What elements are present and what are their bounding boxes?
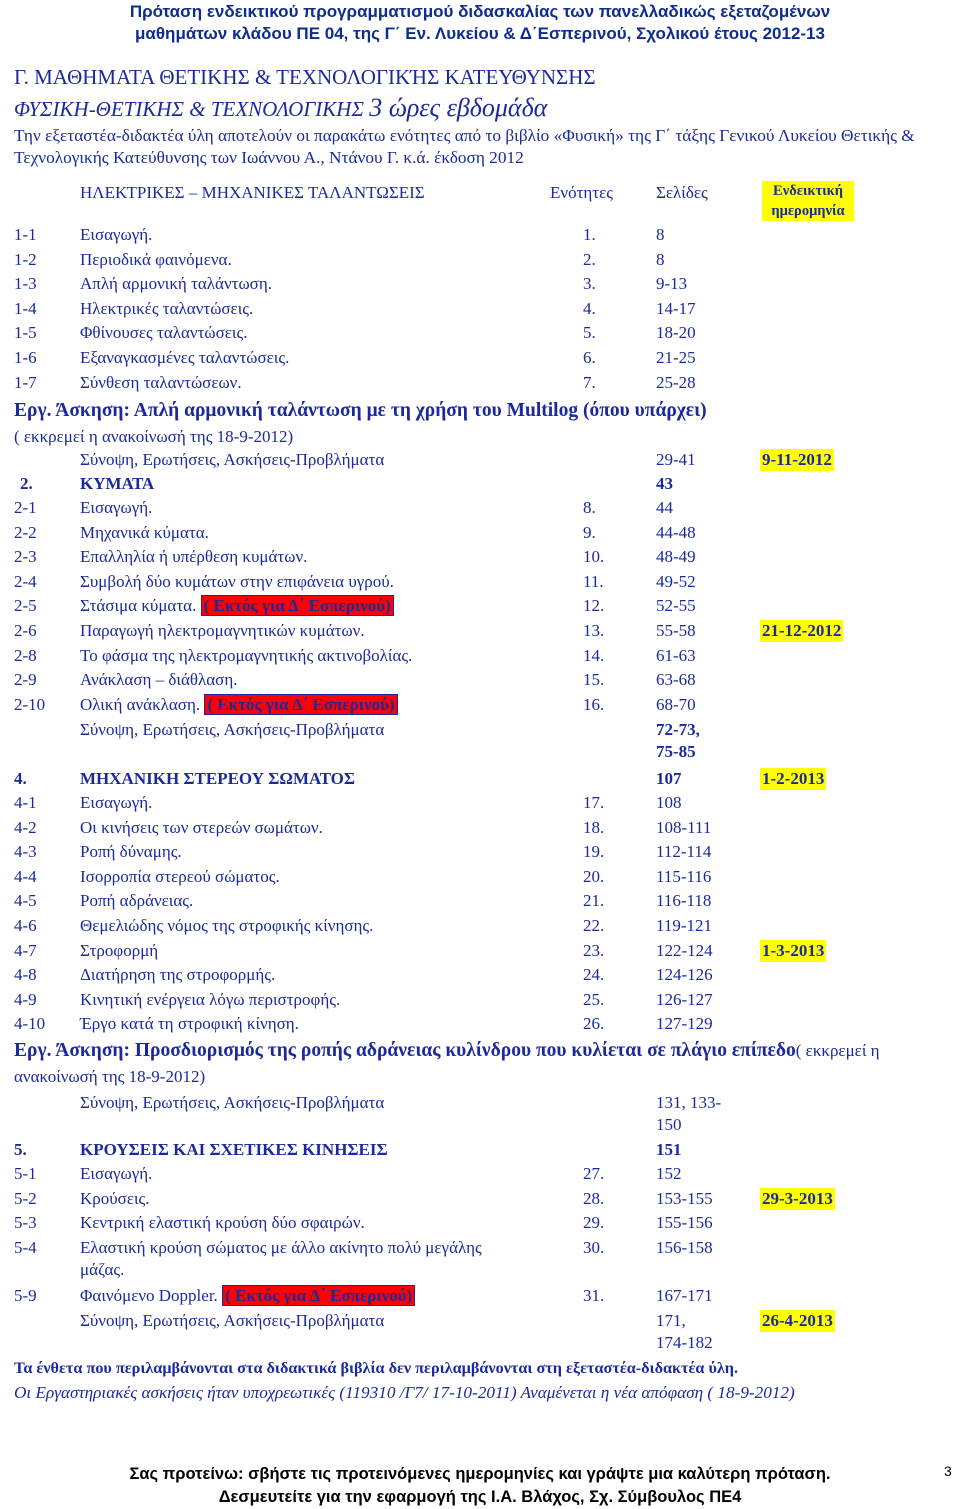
row-pages: 9-13 — [656, 274, 688, 294]
summary-row-4 — [0, 1310, 960, 1358]
chapter-code: 2. — [20, 474, 33, 493]
lab-exercise-1-note: ( εκκρεμεί η ανακοίνωσή της 18-9-2012) — [14, 427, 294, 446]
row-pages: 153-155 — [656, 1188, 713, 1208]
row-title: Απλή αρμονική ταλάντωση. — [80, 274, 272, 294]
units-heading: Ενότητες — [550, 183, 613, 202]
summary-pages: 72-73, 75-85 — [656, 720, 700, 761]
row-title: Ολική ανάκλαση. ( Εκτός για Δ΄ Εσπερινού) — [80, 694, 398, 716]
table-row — [0, 989, 960, 1013]
pages-heading: Σελίδες — [656, 183, 708, 202]
section-title: Γ. ΜΑΘΗΜΑΤΑ ΘΕΤΙΚΗΣ & ΤΕΧΝΟΛΟΓΙΚΉΣ ΚΑΤΕΥΘΥΝΣΗΣ — [14, 65, 596, 89]
row-unit: 11. — [583, 571, 604, 591]
table-row — [0, 249, 960, 273]
row-unit: 6. — [583, 348, 596, 367]
row-title: Διατήρηση της στροφορμής. — [80, 965, 276, 985]
row-unit: 26. — [583, 1014, 605, 1034]
row-code: 5-3 — [14, 1213, 37, 1233]
document-header — [0, 0, 960, 45]
footer-line-2: Δεσμευτείτε για την εφαρμογή της Ι.Α. Βλάχος, Σχ. Σύμβουλος ΠΕ4 — [218, 1488, 742, 1506]
row-unit: 12. — [583, 596, 605, 616]
row-title: Ροπή αδράνειας. — [80, 891, 194, 911]
row-pages: 122-124 — [656, 940, 713, 960]
row-code: 2-10 — [14, 694, 46, 714]
lab-exercise-2-note: ( εκκρεμεί η ανακοίνωσή της 18-9-2012) — [14, 1041, 880, 1086]
row-pages: 127-129 — [656, 1014, 713, 1034]
row-unit: 2. — [583, 249, 596, 269]
row-code: 1-4 — [14, 298, 37, 318]
row-code: 4-7 — [14, 940, 37, 960]
summary-label: Σύνοψη, Ερωτήσεις, Ασκήσεις-Προβλήματα — [80, 450, 385, 469]
row-title: Εισαγωγή. — [80, 498, 153, 517]
chapter-date: 1-2-2013 — [762, 769, 825, 788]
row-title: Ισορροπία στερεού σώματος. — [80, 866, 280, 886]
row-pages: 18-20 — [656, 323, 696, 343]
row-title: Ελαστική κρούση σώματος με άλλο ακίνητο πολύ μεγάλης μάζας. — [80, 1237, 482, 1279]
table-row — [0, 1188, 960, 1212]
table-row — [0, 940, 960, 964]
row-unit: 20. — [583, 866, 605, 886]
table-row — [0, 1163, 960, 1187]
evening-exclusion-badge: ( Εκτός για Δ΄ Εσπερινού) — [201, 595, 394, 616]
summary-label: Σύνοψη, Ερωτήσεις, Ασκήσεις-Προβλήματα — [80, 720, 385, 739]
chapter-pages: 151 — [656, 1140, 682, 1159]
lab-requirement-note: Οι Εργαστηριακές ασκήσεις ήταν υποχρεωτικές (119310 /Γ7/ 17-10-2011) Αναμένεται η νέα απόφαση ( 18-9-2012) — [14, 1383, 795, 1402]
row-code: 4-4 — [14, 866, 37, 886]
row-unit: 14. — [583, 645, 605, 665]
row-title: Επαλληλία ή υπέρθεση κυμάτων. — [80, 547, 308, 567]
date-heading: Ενδεικτική ημερομηνία — [762, 181, 854, 221]
row-unit: 13. — [583, 621, 605, 640]
row-pages: 155-156 — [656, 1213, 713, 1233]
evening-exclusion-badge: ( Εκτός για Δ΄ Εσπερινού) — [204, 694, 397, 715]
row-code: 1-1 — [14, 225, 37, 244]
lab-exercise-2 — [14, 1038, 949, 1090]
chapter-code: 5. — [14, 1140, 27, 1159]
table-row — [0, 841, 960, 865]
row-pages: 108-111 — [656, 817, 712, 837]
table-row — [0, 792, 960, 816]
row-title: Εισαγωγή. — [80, 225, 153, 244]
row-code: 2-8 — [14, 645, 37, 665]
row-code: 5-1 — [14, 1164, 37, 1183]
chapter-pages: 107 — [656, 769, 682, 788]
chapter-4-heading — [0, 768, 960, 792]
row-unit: 27. — [583, 1164, 605, 1183]
row-unit: 18. — [583, 817, 605, 837]
row-title: Φαινόμενο Doppler. ( Εκτός για Δ΄ Εσπερινού) — [80, 1285, 415, 1307]
chapter-title: ΚΡΟΥΣΕΙΣ ΚΑΙ ΣΧΕΤΙΚΕΣ ΚΙΝΗΣΕΙΣ — [80, 1140, 388, 1159]
row-unit: 5. — [583, 323, 596, 343]
summary-row-2 — [0, 719, 960, 767]
row-pages: 115-116 — [656, 866, 712, 886]
row-title: Παραγωγή ηλεκτρομαγνητικών κυμάτων. — [80, 621, 365, 640]
row-pages: 48-49 — [656, 547, 696, 567]
row-pages: 49-52 — [656, 571, 696, 591]
row-code: 4-9 — [14, 989, 37, 1009]
row-title: Σύνθεση ταλαντώσεων. — [80, 372, 242, 392]
row-title: Στροφορμή — [80, 940, 159, 960]
row-pages: 119-121 — [656, 916, 713, 935]
row-pages: 124-126 — [656, 965, 713, 985]
row-title: Ροπή δύναμης. — [80, 842, 182, 862]
row-title: Περιοδικά φαινόμενα. — [80, 249, 232, 269]
table-row — [0, 571, 960, 595]
table-row — [0, 620, 960, 644]
row-title: Εισαγωγή. — [80, 793, 153, 812]
row-code: 4-8 — [14, 965, 37, 985]
row-unit: 25. — [583, 989, 605, 1009]
row-code: 4-2 — [14, 817, 37, 837]
table-row — [0, 347, 960, 371]
row-code: 4-10 — [14, 1014, 46, 1034]
row-date: 29-3-2013 — [762, 1188, 833, 1208]
chapter-heading: ΗΛΕΚΤΡΙΚΕΣ – ΜΗΧΑΝΙΚΕΣ ΤΑΛΑΝΤΩΣΕΙΣ — [80, 183, 425, 202]
row-pages: 116-118 — [656, 891, 712, 911]
row-pages: 14-17 — [656, 298, 696, 318]
row-pages: 21-25 — [656, 348, 696, 367]
row-title: Οι κινήσεις των στερεών σωμάτων. — [80, 817, 323, 837]
row-code: 1-3 — [14, 274, 37, 294]
page-number: 3 — [944, 1463, 952, 1479]
summary-label: Σύνοψη, Ερωτήσεις, Ασκήσεις-Προβλήματα — [80, 1311, 385, 1330]
row-code: 5-9 — [14, 1285, 37, 1305]
row-unit: 28. — [583, 1188, 605, 1208]
row-unit: 8. — [583, 498, 596, 517]
course-subtitle — [14, 93, 944, 124]
row-title: Φθίνουσες ταλαντώσεις. — [80, 323, 248, 343]
chapter-2-heading — [0, 473, 960, 497]
row-pages: 44 — [656, 498, 673, 517]
row-pages: 152 — [656, 1164, 682, 1183]
row-pages: 8 — [656, 225, 665, 244]
summary-row-1 — [0, 449, 960, 473]
lab-exercise-1 — [14, 398, 949, 450]
row-title: Εξαναγκασμένες ταλαντώσεις. — [80, 348, 290, 367]
table-row — [0, 694, 960, 718]
row-unit: 30. — [583, 1237, 605, 1257]
row-code: 2-6 — [14, 621, 37, 640]
row-unit: 17. — [583, 793, 605, 812]
row-unit: 21. — [583, 891, 605, 911]
footer-line-1: Σας προτείνω: σβήστε τις προτεινόμενες ημερομηνίες και γράψτε μια καλύτερη πρόταση. — [129, 1465, 831, 1483]
row-code: 2-4 — [14, 571, 37, 591]
table-row — [0, 224, 960, 248]
row-title: Κινητική ενέργεια λόγω περιστροφής. — [80, 989, 341, 1009]
row-title: Κεντρική ελαστική κρούση δύο σφαιρών. — [80, 1213, 365, 1233]
row-code: 1-7 — [14, 372, 37, 392]
table-row — [0, 497, 960, 521]
row-code: 5-4 — [14, 1237, 37, 1257]
row-pages: 167-171 — [656, 1285, 713, 1305]
chapter-title: ΜΗΧΑΝΙΚΗ ΣΤΕΡΕΟΥ ΣΩΜΑΤΟΣ — [80, 769, 356, 788]
table-row — [0, 546, 960, 570]
row-code: 2-9 — [14, 670, 37, 690]
row-code: 2-3 — [14, 547, 37, 567]
summary-pages: 131, 133- 150 — [656, 1093, 722, 1134]
row-code: 5-2 — [14, 1188, 37, 1208]
table-row — [0, 1212, 960, 1236]
row-title: Θεμελιώδης νόμος της στροφικής κίνησης. — [80, 916, 374, 935]
row-pages: 8 — [656, 249, 665, 269]
row-unit: 23. — [583, 940, 605, 960]
row-code: 4-6 — [14, 916, 37, 935]
row-code: 4-3 — [14, 842, 37, 862]
row-title: Στάσιμα κύματα. ( Εκτός για Δ΄ Εσπερινού) — [80, 595, 394, 617]
row-pages: 44-48 — [656, 522, 696, 542]
table-row — [0, 645, 960, 669]
row-code: 2-1 — [14, 498, 37, 517]
table-row — [0, 595, 960, 619]
evening-exclusion-badge: ( Εκτός για Δ΄ Εσπερινού) — [222, 1285, 415, 1306]
row-pages: 126-127 — [656, 989, 713, 1009]
row-title: Συμβολή δύο κυμάτων στην επιφάνεια υγρού. — [80, 571, 394, 591]
row-unit: 31. — [583, 1285, 605, 1305]
summary-date: 26-4-2013 — [762, 1311, 833, 1330]
row-unit: 7. — [583, 372, 596, 392]
row-title: Εισαγωγή. — [80, 1164, 153, 1183]
row-title: Ανάκλαση – διάθλαση. — [80, 670, 238, 690]
summary-row-3 — [0, 1092, 960, 1140]
table-row — [0, 298, 960, 322]
row-pages: 108 — [656, 793, 682, 812]
row-unit: 24. — [583, 965, 605, 985]
lab-exercise-2-text: Εργ. Άσκηση: Προσδιορισμός της ροπής αδράνειας κυλίνδρου που κυλίεται σε πλάγιο επίπεδο — [14, 1040, 796, 1061]
row-pages: 25-28 — [656, 372, 696, 392]
row-code: 1-5 — [14, 323, 37, 343]
table-row — [0, 1237, 960, 1285]
table-row — [0, 817, 960, 841]
document-footer — [0, 1463, 960, 1509]
row-date: 1-3-2013 — [762, 940, 825, 960]
row-title: Το φάσμα της ηλεκτρομαγνητικής ακτινοβολίας. — [80, 645, 413, 665]
chapter-title: ΚΥΜΑΤΑ — [80, 474, 155, 493]
chapter-pages: 43 — [656, 474, 673, 493]
summary-date: 9-11-2012 — [762, 450, 832, 469]
row-unit: 16. — [583, 694, 605, 714]
row-code: 1-2 — [14, 249, 37, 269]
chapter-code: 4. — [14, 769, 27, 788]
table-row — [0, 890, 960, 914]
table-row — [0, 1013, 960, 1037]
row-pages: 68-70 — [656, 694, 696, 714]
course-name: ΦΥΣΙΚΗ-ΘΕΤΙΚΗΣ & ΤΕΧΝΟΛΟΓΙΚΗΣ — [14, 97, 370, 121]
summary-pages: 171, 174-182 — [656, 1311, 713, 1352]
row-code: 1-6 — [14, 348, 37, 367]
row-code: 2-5 — [14, 596, 37, 616]
table-row — [0, 669, 960, 693]
row-date: 21-12-2012 — [762, 621, 842, 640]
row-unit: 3. — [583, 274, 596, 294]
row-code: 2-2 — [14, 522, 37, 542]
row-code: 4-5 — [14, 891, 37, 911]
table-row — [0, 522, 960, 546]
table-header — [0, 180, 960, 224]
row-pages: 61-63 — [656, 645, 696, 665]
summary-pages: 29-41 — [656, 450, 696, 469]
row-unit: 9. — [583, 522, 596, 542]
table-row — [0, 372, 960, 396]
table-row — [0, 964, 960, 988]
header-line-2: μαθημάτων κλάδου ΠΕ 04, της Γ΄ Εν. Λυκείου & Δ΄Εσπερινού, Σχολικού έτους 2012-13 — [135, 24, 825, 43]
row-pages: 63-68 — [656, 670, 696, 690]
row-pages: 55-58 — [656, 621, 696, 640]
syllabus-note: Τα ένθετα που περιλαμβάνονται στα διδακτικά βιβλία δεν περιλαμβάνονται στη εξεταστέα-διδακτέα ύλη. — [14, 1359, 739, 1377]
lab-exercise-1-text: Εργ. Άσκηση: Απλή αρμονική ταλάντωση με τη χρήση του Multilog (όπου υπάρχει) — [14, 400, 707, 421]
row-unit: 15. — [583, 670, 605, 690]
table-row — [0, 273, 960, 297]
row-unit: 22. — [583, 916, 605, 935]
row-unit: 1. — [583, 225, 596, 244]
table-row — [0, 915, 960, 939]
row-title: Μηχανικά κύματα. — [80, 522, 209, 542]
summary-label: Σύνοψη, Ερωτήσεις, Ασκήσεις-Προβλήματα — [80, 1093, 385, 1112]
row-pages: 52-55 — [656, 596, 696, 616]
table-row — [0, 322, 960, 346]
row-unit: 4. — [583, 298, 596, 318]
row-unit: 29. — [583, 1213, 605, 1233]
row-title: Έργο κατά τη στροφική κίνηση. — [80, 1014, 299, 1034]
header-line-1: Πρόταση ενδεικτικού προγραμματισμού διδασκαλίας των πανελλαδικώς εξεταζομένων — [129, 2, 831, 21]
row-pages: 156-158 — [656, 1237, 713, 1257]
row-title: Κρούσεις. — [80, 1188, 150, 1208]
table-row — [0, 1285, 960, 1309]
row-pages: 112-114 — [656, 842, 712, 862]
weekly-hours: 3 ώρες εβδομάδα — [369, 93, 548, 122]
row-code: 4-1 — [14, 793, 37, 812]
row-unit: 10. — [583, 547, 605, 567]
chapter-5-heading — [0, 1139, 960, 1163]
row-unit: 19. — [583, 842, 605, 862]
row-title: Ηλεκτρικές ταλαντώσεις. — [80, 298, 254, 318]
table-row — [0, 866, 960, 890]
intro-paragraph: Την εξεταστέα-διδακτέα ύλη αποτελούν οι παρακάτω ενότητες από το βιβλίο «Φυσική» της Γ΄ τάξης Γενικού Λυκείου Θετικής & Τεχνολογικής Κατεύθυνσης των Ιωάννου Α., Ντάνου Γ. κ.ά. έκδοση 2012 — [14, 126, 915, 167]
